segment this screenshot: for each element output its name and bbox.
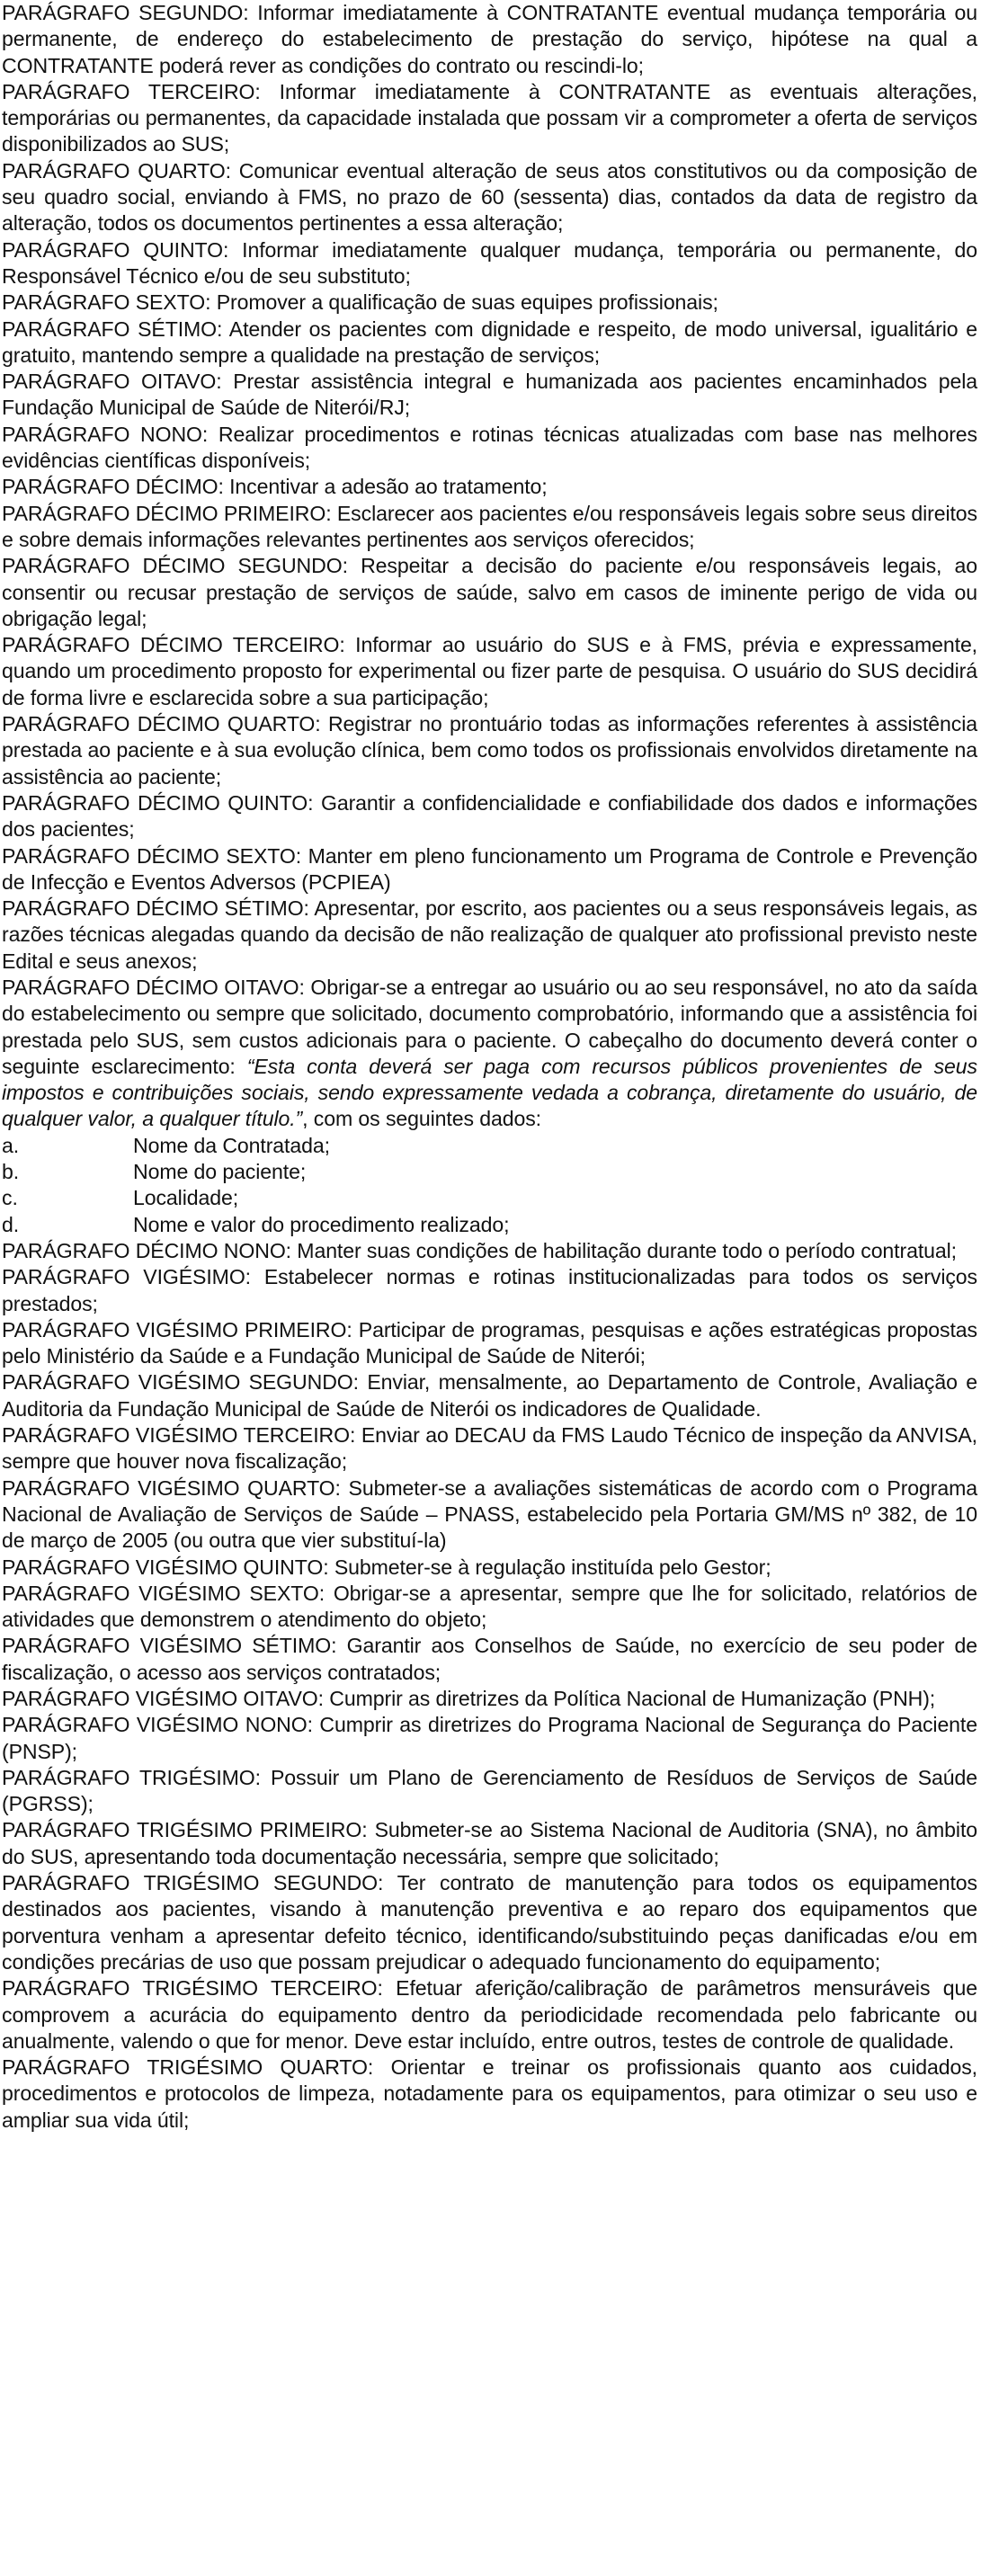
- paragraph-vigesimo-segundo: PARÁGRAFO VIGÉSIMO SEGUNDO: Enviar, mensalmente, ao Departamento de Controle, Avaliação e Auditoria da Fundação Municipal de Saúde de Niterói os indicadores de Qualidade.: [2, 1370, 977, 1421]
- paragraph-vigesimo-quarto: PARÁGRAFO VIGÉSIMO QUARTO: Submeter-se a avaliações sistemáticas de acordo com o Programa Nacional de Avaliação de Serviços de Saúde – PNASS, estabelecido pela Portaria GM/MS nº 382, de 10 de março de 2005 (ou outra que vier substituí-la): [2, 1475, 977, 1553]
- paragraph-decimo-quinto: PARÁGRAFO DÉCIMO QUINTO: Garantir a confidencialidade e confiabilidade dos dados e informações dos pacientes;: [2, 790, 977, 842]
- paragraph-oitavo: PARÁGRAFO OITAVO: Prestar assistência integral e humanizada aos pacientes encaminhados pela Fundação Municipal de Saúde de Niterói/RJ;: [2, 370, 977, 420]
- list-marker: a.: [2, 1133, 20, 1157]
- paragraph-decimo-nono: PARÁGRAFO DÉCIMO NONO: Manter suas condições de habilitação durante todo o período contratual;: [2, 1238, 957, 1262]
- paragraph-vigesimo-quinto: PARÁGRAFO VIGÉSIMO QUINTO: Submeter-se à regulação instituída pelo Gestor;: [2, 1555, 771, 1579]
- paragraph-setimo: PARÁGRAFO SÉTIMO: Atender os pacientes com dignidade e respeito, de modo universal, igualitário e gratuito, mantendo sempre a qualidade na prestação de serviços;: [2, 316, 977, 367]
- paragraph-decimo-oitavo-text: PARÁGRAFO DÉCIMO OITAVO: Obrigar-se a entregar ao usuário ou ao seu responsável, no ato da saída do estabelecimento ou sempre que solicitado, documento comprobatório, informando que a assistência foi prestada pelo SUS, sem custos adicionais para o paciente. O cabeçalho do documento deverá conter o seguinte esclarecimento:: [2, 975, 977, 1078]
- paragraph-decimo-sexto: PARÁGRAFO DÉCIMO SEXTO: Manter em pleno funcionamento um Programa de Controle e Prevenção de Infecção e Eventos Adversos (PCPIEA): [2, 843, 977, 894]
- list-item: [2, 1159, 977, 1185]
- paragraph-vigesimo-sexto: PARÁGRAFO VIGÉSIMO SEXTO: Obrigar-se a apresentar, sempre que lhe for solicitado, relatórios de atividades que demonstrem o atendimento do objeto;: [2, 1581, 977, 1632]
- paragraph-vigesimo-terceiro: PARÁGRAFO VIGÉSIMO TERCEIRO: Enviar ao DECAU da FMS Laudo Técnico de inspeção da ANVISA, sempre que houver nova fiscalização;: [2, 1423, 977, 1474]
- list-item: [2, 1212, 977, 1238]
- paragraph-vigesimo-primeiro: PARÁGRAFO VIGÉSIMO PRIMEIRO: Participar de programas, pesquisas e ações estratégicas propostas pelo Ministério da Saúde e a Fundação Municipal de Saúde de Niterói;: [2, 1317, 977, 1368]
- paragraph-nono: PARÁGRAFO NONO: Realizar procedimentos e rotinas técnicas atualizadas com base nas melhores evidências científicas disponíveis;: [2, 422, 977, 473]
- list-marker: b.: [2, 1160, 20, 1184]
- paragraph-vigesimo-setimo: PARÁGRAFO VIGÉSIMO SÉTIMO: Garantir aos Conselhos de Saúde, no exercício de seu poder de fiscalização, o acesso aos serviços contratados;: [2, 1634, 977, 1684]
- list-item: [2, 1185, 977, 1211]
- paragraph-segundo: PARÁGRAFO SEGUNDO: Informar imediatamente à CONTRATANTE eventual mudança temporária ou permanente, de endereço do estabelecimento de prestação do serviço, hipótese na qual a CONTRATANTE poderá rever as condições do contrato ou rescindi-lo;: [2, 1, 977, 77]
- paragraph-quarto: PARÁGRAFO QUARTO: Comunicar eventual alteração de seus atos constitutivos ou da composição de seu quadro social, enviando à FMS, no prazo de 60 (sessenta) dias, contados da data de registro da alteração, todos os documentos pertinentes a essa alteração;: [2, 158, 977, 236]
- list-marker: c.: [2, 1186, 18, 1210]
- paragraph-decimo-setimo: PARÁGRAFO DÉCIMO SÉTIMO: Apresentar, por escrito, aos pacientes ou a seus responsáveis legais, as razões técnicas alegadas quando da decisão de não realização de qualquer ato profissional previsto neste Edital e seus anexos;: [2, 896, 977, 973]
- list-item-text: Nome da Contratada;: [133, 1133, 330, 1157]
- list-marker: d.: [2, 1212, 20, 1236]
- paragraph-decimo: PARÁGRAFO DÉCIMO: Incentivar a adesão ao tratamento;: [2, 475, 548, 499]
- paragraph-vigesimo: PARÁGRAFO VIGÉSIMO: Estabelecer normas e rotinas institucionalizadas para todos os serviços prestados;: [2, 1265, 977, 1315]
- paragraph-vigesimo-oitavo: PARÁGRAFO VIGÉSIMO OITAVO: Cumprir as diretrizes da Política Nacional de Humanização (PNH);: [2, 1687, 936, 1710]
- paragraph-trigesimo-primeiro: PARÁGRAFO TRIGÉSIMO PRIMEIRO: Submeter-se ao Sistema Nacional de Auditoria (SNA), no âmbito do SUS, apresentando toda documentação necessária, sempre que solicitado;: [2, 1818, 977, 1868]
- paragraph-sexto: PARÁGRAFO SEXTO: Promover a qualificação de suas equipes profissionais;: [2, 290, 718, 315]
- paragraph-decimo-oitavo-after: , com os seguintes dados:: [302, 1107, 541, 1131]
- billing-disclaimer-quote: “Esta conta deverá ser paga com recursos públicos provenientes de seus impostos e contribuições sociais, sendo expressamente vedada a cobrança, diretamente do usuário, de qualquer valor, a qualquer título.”: [2, 1054, 977, 1131]
- paragraph-decimo-oitavo: [2, 975, 977, 1133]
- paragraph-trigesimo: PARÁGRAFO TRIGÉSIMO: Possuir um Plano de Gerenciamento de Resíduos de Serviços de Saúde (PGRSS);: [2, 1765, 977, 1816]
- paragraph-decimo-primeiro: PARÁGRAFO DÉCIMO PRIMEIRO: Esclarecer aos pacientes e/ou responsáveis legais sobre seus direitos e sobre demais informações relevantes pertinentes aos serviços oferecidos;: [2, 501, 977, 551]
- paragraph-decimo-terceiro: PARÁGRAFO DÉCIMO TERCEIRO: Informar ao usuário do SUS e à FMS, prévia e expressamente, quando um procedimento proposto for experimental ou fizer parte de pesquisa. O usuário do SUS decidirá de forma livre e esclarecida sobre a sua participação;: [2, 633, 977, 709]
- list-item-text: Localidade;: [133, 1186, 239, 1210]
- list-item-text: Nome do paciente;: [133, 1160, 307, 1184]
- paragraph-quinto: PARÁGRAFO QUINTO: Informar imediatamente qualquer mudança, temporária ou permanente, do Responsável Técnico e/ou de seu substituto;: [2, 237, 977, 288]
- document-data-list: [2, 1133, 977, 1238]
- paragraph-trigesimo-segundo: PARÁGRAFO TRIGÉSIMO SEGUNDO: Ter contrato de manutenção para todos os equipamentos destinados aos pacientes, visando à manutenção preventiva e ao reparo dos equipamentos que porventura venham a apresentar defeito técnico, identificando/substituindo peças danificadas e/ou em condições precárias de uso que possam prejudicar o adequado funcionamento do equipamento;: [2, 1871, 977, 1974]
- list-item-text: Nome e valor do procedimento realizado;: [133, 1212, 510, 1236]
- paragraph-terceiro: PARÁGRAFO TERCEIRO: Informar imediatamente à CONTRATANTE as eventuais alterações, temporárias ou permanentes, da capacidade instalada que possam vir a comprometer a oferta de serviços disponibilizados ao SUS;: [2, 79, 977, 156]
- list-item: [2, 1133, 977, 1159]
- paragraph-trigesimo-quarto: PARÁGRAFO TRIGÉSIMO QUARTO: Orientar e treinar os profissionais quanto aos cuidados, procedimentos e protocolos de limpeza, notadamente para os equipamentos, para otimizar o seu uso e ampliar sua vida útil;: [2, 2055, 977, 2132]
- paragraph-vigesimo-nono: PARÁGRAFO VIGÉSIMO NONO: Cumprir as diretrizes do Programa Nacional de Segurança do Paciente (PNSP);: [2, 1713, 977, 1763]
- paragraph-trigesimo-terceiro: PARÁGRAFO TRIGÉSIMO TERCEIRO: Efetuar aferição/calibração de parâmetros mensuráveis que comprovem a acurácia do equipamento dentro da periodicidade recomendada pelo fabricante ou anualmente, valendo o que for menor. Deve estar incluído, entre outros, testes de controle de qualidade.: [2, 1976, 977, 2053]
- paragraph-decimo-segundo: PARÁGRAFO DÉCIMO SEGUNDO: Respeitar a decisão do paciente e/ou responsáveis legais, ao consentir ou recusar prestação de serviços de saúde, salvo em casos de iminente perigo de vida ou obrigação legal;: [2, 554, 977, 630]
- paragraph-decimo-quarto: PARÁGRAFO DÉCIMO QUARTO: Registrar no prontuário todas as informações referentes à assistência prestada ao paciente e à sua evolução clínica, bem como todos os profissionais envolvidos diretamente na assistência ao paciente;: [2, 712, 977, 789]
